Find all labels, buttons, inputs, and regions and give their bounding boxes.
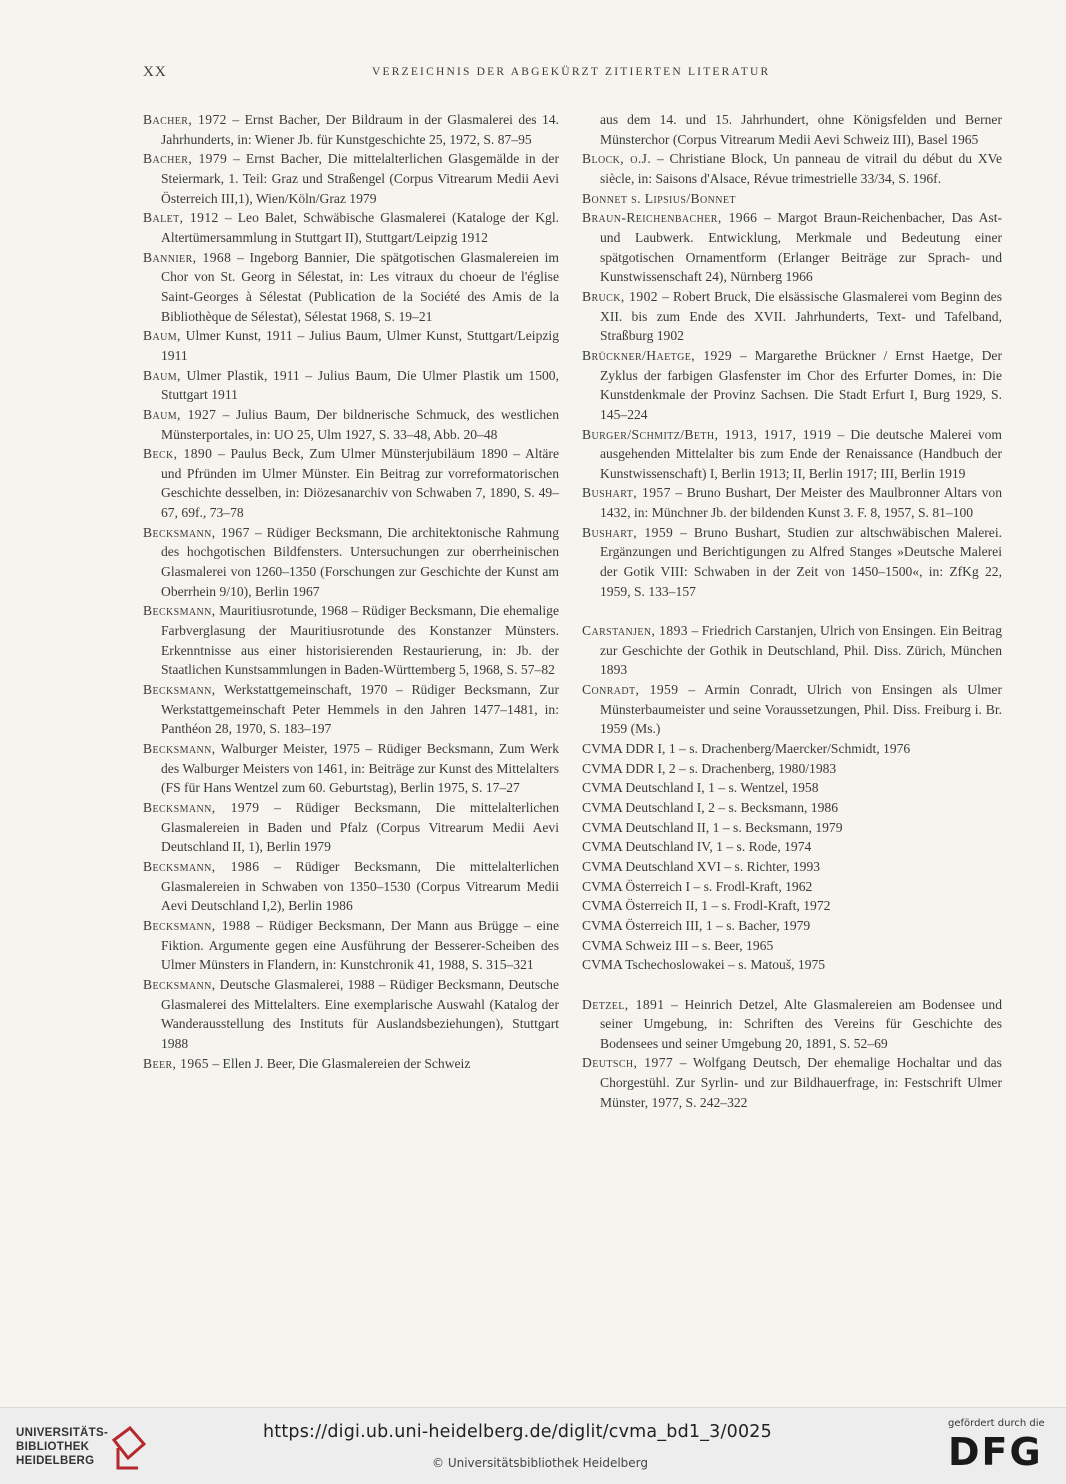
entry-short-title: Becksmann,: [143, 976, 216, 992]
entry-citation: CVMA Deutschland I, 2 – s. Becksmann, 1986: [582, 799, 838, 815]
entry-short-title: Detzel, 1891: [582, 996, 665, 1012]
library-name-line-3: HEIDELBERG: [16, 1455, 95, 1467]
entry-short-title: Braun-Reichenbacher, 1966: [582, 210, 758, 226]
bibliography-left-column: [143, 110, 559, 1073]
entry-short-title: Baum,: [143, 328, 181, 344]
bibliography-entry: [582, 857, 1002, 877]
permalink-url[interactable]: https://digi.ub.uni-heidelberg.de/diglit/cvma_bd1_3/0025: [263, 1422, 772, 1442]
entry-citation: – Ernst Bacher, Die mittelalterlichen Glasgemälde in der Steiermark, 1. Teil: Graz und Straßengel (Corpus Vitrearum Medii Aevi Österreich III,1), Wien/Köln/Graz 1979: [161, 151, 559, 206]
bibliography-entry: [143, 444, 559, 523]
bibliography-entry: [143, 857, 559, 916]
bibliography-right-column: [582, 110, 1002, 1112]
entry-citation: – Margot Braun-Reichenbacher, Das Ast- und Laubwerk. Entwicklung, Merkmale und Bedeutung einer spätgotischen Ornamentform (Erlanger Beiträge zur Sprach- und Kunstwissenschaft 24), Nürnberg 1966: [600, 210, 1002, 285]
entry-short-title: Becksmann,: [143, 603, 216, 619]
bibliography-entry: [582, 759, 1002, 779]
entry-citation: Deutsche Glasmalerei, 1988 – Rüdiger Becksmann, Deutsche Glasmalerei des Mittelalters. Eine exemplarische Auswahl (Katalog der Wanderausstellung des Instituts für Auslandsbeziehungen), Stuttgart 1988: [161, 976, 559, 1051]
entry-short-title: Baum,: [143, 367, 181, 383]
entry-citation: – Rüdiger Becksmann, Die mittelalterlichen Glasmalereien in Baden und Pfalz (Corpus Vitrearum Medii Aevi Deutschland II, 1), Berlin 1979: [161, 799, 560, 855]
entry-short-title: Conradt, 1959: [582, 682, 679, 698]
entry-citation: – Leo Balet, Schwäbische Glasmalerei (Kataloge der Kgl. Altertümersammlung in Stuttgart II), Stuttgart/Leipzig 1912: [161, 210, 559, 245]
entry-short-title: Carstanjen, 1893: [582, 623, 688, 639]
bibliography-entry: [582, 739, 1002, 759]
entry-citation: – Ingeborg Bannier, Die spätgotischen Glasmalereien im Chor von St. Georg in Sélestat, in: Les vitraux du choeur de l'église Saint-Georges à Sélestat (Publication de la Société des Amis de la Bibliothèque de Sélestat), Sélestat 1968, S. 19–21: [161, 249, 559, 324]
entry-citation: CVMA Österreich I – s. Frodl-Kraft, 1962: [582, 878, 813, 894]
entry-citation: CVMA Deutschland II, 1 – s. Becksmann, 1979: [582, 819, 843, 835]
entry-short-title: Baum, 1927: [143, 406, 217, 422]
bibliography-entry: [582, 798, 1002, 818]
bibliography-entry: [582, 916, 1002, 936]
entry-citation: CVMA Schweiz III – s. Beer, 1965: [582, 937, 774, 953]
entry-short-title: Bannier, 1968: [143, 249, 232, 265]
entry-short-title: Bonnet s. Lipsius/Bonnet: [582, 190, 736, 206]
bibliography-entry: [582, 936, 1002, 956]
bibliography-entry: [582, 995, 1002, 1054]
entry-short-title: Deutsch, 1977: [582, 1055, 674, 1071]
bibliography-entry: [582, 287, 1002, 346]
entry-citation: – Ernst Bacher, Der Bildraum in der Glasmalerei des 14. Jahrhunderts, in: Wiener Jb. für Kunstgeschichte 25, 1972, S. 87–95: [161, 112, 560, 147]
copyright-notice: © Universitätsbibliothek Heidelberg: [432, 1456, 649, 1470]
bibliography-entry: [582, 346, 1002, 425]
entry-citation: aus dem 14. und 15. Jahrhundert, ohne Königsfelden und Berner Münsterchor (Corpus Vitrearum Medii Aevi Schweiz III), Basel 1965: [600, 112, 1002, 147]
entry-citation: – Wolfgang Deutsch, Der ehemalige Hochaltar und das Chorgestühl. Zur Syrlin- und zur Bildhauerfrage, in: Festschrift Ulmer Münster, 1977, S. 242–322: [600, 1055, 1002, 1110]
bibliography-entry: [582, 680, 1002, 739]
entry-citation: – Friedrich Carstanjen, Ulrich von Ensingen. Ein Beitrag zur Geschichte der Gothik in Deutschland, Phil. Diss. Zürich, München 1893: [600, 623, 1002, 678]
entry-citation: – Bruno Bushart, Studien zur altschwäbischen Malerei. Ergänzungen und Berichtigungen zu Alfred Stanges »Deutsche Malerei der Gotik VIII: Schwaben in der Zeit von 1450–1500«, in: ZfKg 22, 1959, S. 133–157: [600, 524, 1003, 599]
entry-short-title: Burger/Schmitz/Beth, 1913, 1917, 1919: [582, 426, 832, 442]
bibliography-entry: [143, 110, 559, 149]
entry-short-title: Block, o.J.: [582, 151, 652, 167]
bibliography-entry: [582, 877, 1002, 897]
entry-citation: CVMA DDR I, 1 – s. Drachenberg/Maercker/Schmidt, 1976: [582, 740, 911, 756]
entry-short-title: Bruck, 1902: [582, 288, 658, 304]
entry-citation: – Heinrich Detzel, Alte Glasmalereien am Bodensee und seiner Umgebung, in: Schriften des Vereins für Geschichte des Bodensees und seiner Umgebung 20, 1891, S. 52–69: [600, 996, 1002, 1051]
entry-citation: Ulmer Kunst, 1911 – Julius Baum, Ulmer Kunst, Stuttgart/Leipzig 1911: [161, 328, 559, 363]
entry-citation: – Rüdiger Becksmann, Die mittelalterlichen Glasmalereien in Schwaben von 1350–1530 (Corpus Vitrearum Medii Aevi Deutschland I,2), Berlin 1986: [161, 858, 560, 914]
bibliography-entry: [143, 601, 559, 680]
bibliography-entry: [582, 621, 1002, 680]
bibliography-entry: [582, 818, 1002, 838]
bibliography-entry: [143, 916, 559, 975]
entry-citation: Mauritiusrotunde, 1968 – Rüdiger Becksmann, Die ehemalige Farbverglasung der Mauritiusrotunde des Konstanzer Münsters. Erkenntnisse aus einer historisierenden Restaurierung, in: Jb. der Staatlichen Kunstsammlungen in Baden-Württemberg 5, 1968, S. 57–82: [161, 603, 559, 678]
bibliography-entry: [143, 405, 559, 444]
entry-short-title: Becksmann, 1988: [143, 917, 251, 933]
entry-citation: CVMA Österreich III, 1 – s. Bacher, 1979: [582, 917, 811, 933]
bibliography-entry: [143, 680, 559, 739]
entry-short-title: Bacher, 1979: [143, 151, 228, 167]
bibliography-entry: [582, 208, 1002, 287]
bibliography-entry: [143, 326, 559, 365]
entry-short-title: Bushart, 1957: [582, 485, 671, 501]
bibliography-entry: [143, 208, 559, 247]
bibliography-entry: [582, 523, 1002, 602]
entry-citation: Werkstattgemeinschaft, 1970 – Rüdiger Becksmann, Zur Werkstattgemeinschaft Peter Hemmels in den Jahren 1477–1481, in: Panthéon 28, 1970, S. 183–197: [161, 682, 559, 737]
bibliography-entry: [582, 425, 1002, 484]
bibliography-entry: [143, 248, 559, 327]
library-emblem-icon: [108, 1418, 148, 1474]
entry-citation: – Bruno Bushart, Der Meister des Maulbronner Altars von 1432, in: Münchner Jb. der bildenden Kunst 3. F. 8, 1957, S. 81–100: [600, 485, 1002, 521]
running-head: VERZEICHNIS DER ABGEKÜRZT ZITIERTEN LITERATUR: [372, 66, 771, 78]
bibliography-entry: [582, 837, 1002, 857]
entry-short-title: Becksmann, 1979: [143, 799, 260, 815]
bibliography-entry: [582, 189, 1002, 209]
page-number: XX: [143, 64, 167, 80]
dfg-logo[interactable]: DFG: [948, 1430, 1043, 1474]
entry-citation: – Robert Bruck, Die elsässische Glasmalerei vom Beginn des XII. bis zum Ende des XVII. Jahrhunderts, Text- und Tafelband, Straßburg 1902: [600, 288, 1002, 344]
entry-citation: CVMA Österreich II, 1 – s. Frodl-Kraft, 1972: [582, 898, 831, 914]
entry-short-title: Balet, 1912: [143, 210, 219, 226]
entry-citation: CVMA Tschechoslowakei – s. Matouš, 1975: [582, 957, 826, 973]
viewer-footer: [0, 1407, 1066, 1484]
bibliography-entry: [143, 739, 559, 798]
entry-citation: CVMA Deutschland IV, 1 – s. Rode, 1974: [582, 839, 812, 855]
entry-citation: CVMA Deutschland XVI – s. Richter, 1993: [582, 858, 821, 874]
bibliography-entry: [582, 149, 1002, 188]
entry-citation: – Julius Baum, Der bildnerische Schmuck, des westlichen Münsterportales, in: UO 25, Ulm 1927, S. 33–48, Abb. 20–48: [161, 406, 559, 442]
bibliography-entry: [143, 523, 559, 602]
bibliography-entry: [582, 778, 1002, 798]
entry-short-title: Bushart, 1959: [582, 524, 674, 540]
entry-short-title: Beer, 1965: [143, 1055, 209, 1071]
entry-citation: – Christiane Block, Un panneau de vitrail du début du XVe siècle, in: Saisons d'Alsace, Révue trimestrielle 33/34, S. 196f.: [600, 151, 1002, 186]
bibliography-entry: [143, 1054, 559, 1074]
entry-short-title: Bacher, 1972: [143, 112, 227, 127]
entry-short-title: Brückner/Haetge, 1929: [582, 347, 733, 363]
bibliography-entry: [582, 896, 1002, 916]
entry-short-title: Becksmann, 1967: [143, 524, 250, 540]
entry-citation: – Armin Conradt, Ulrich von Ensingen als Ulmer Münsterbaumeister und seine Voraussetzungen, Phil. Diss. Freiburg i. Br. 1959 (Ms.): [600, 682, 1002, 737]
bibliography-entry: [143, 149, 559, 208]
entry-citation: – Paulus Beck, Zum Ulmer Münsterjubiläum 1890 – Altäre und Pfründen im Ulmer Münster. Ein Beitrag zur vorreformatorischen Geschichte desselben, in: Diözesanarchiv von Schwaben 7, 1890, S. 49–67, 69f., 73–78: [161, 446, 559, 521]
bibliography-entry: [582, 483, 1002, 522]
sponsor-caption: gefördert durch die: [948, 1418, 1045, 1429]
entry-short-title: Becksmann, 1986: [143, 858, 260, 874]
entry-citation: – Rüdiger Becksmann, Der Mann aus Brügge – eine Fiktion. Argumente gegen eine Ausführung der Besserer-Scheiben des Ulmer Münsters in Flandern, in: Kunstchronik 41, 1988, S. 315–321: [161, 917, 560, 973]
entry-citation: Ulmer Plastik, 1911 – Julius Baum, Die Ulmer Plastik um 1500, Stuttgart 1911: [161, 367, 559, 403]
entry-short-title: Becksmann,: [143, 682, 216, 698]
university-library-logo[interactable]: [16, 1418, 156, 1474]
entry-citation: CVMA Deutschland I, 1 – s. Wentzel, 1958: [582, 780, 819, 796]
bibliography-entry: [582, 1053, 1002, 1112]
library-name-line-2: BIBLIOTHEK: [16, 1441, 90, 1453]
library-name: [16, 1426, 108, 1468]
entry-citation: – Die deutsche Malerei vom ausgehenden Mittelalter bis zum Ende der Renaissance (Handbuch der Kunstwissenschaft) I, Berlin 1913; II, Berlin 1917; III, Berlin 1919: [600, 426, 1002, 481]
entry-citation: CVMA DDR I, 2 – s. Drachenberg, 1980/1983: [582, 760, 837, 776]
entry-citation: – Ellen J. Beer, Die Glasmalereien der Schweiz: [208, 1055, 471, 1071]
bibliography-entry: [582, 955, 1002, 975]
library-name-line-1: UNIVERSITÄTS-: [16, 1427, 109, 1439]
entry-short-title: Beck, 1890: [143, 446, 213, 462]
entry-short-title: Becksmann,: [143, 741, 216, 756]
bibliography-entry: [582, 110, 1002, 149]
bibliography-entry: [143, 798, 559, 857]
entry-citation: – Margarethe Brückner / Ernst Haetge, Der Zyklus der farbigen Glasfenster im Chor des Erfurter Domes, in: Die Kunstdenkmale der Provinz Sachsen. Die Stadt Erfurt I, Burg 1929, S. 145–224: [600, 347, 1002, 422]
entry-citation: Walburger Meister, 1975 – Rüdiger Becksmann, Zum Werk des Walburger Meisters von 1461, in: Beiträge zur Kunst des Mittelalters (FS für Hans Wentzel zum 60. Geburtstag), Berlin 1975, S. 17–27: [161, 741, 559, 796]
bibliography-entry: [143, 366, 559, 405]
entry-citation: – Rüdiger Becksmann, Die architektonische Rahmung des hochgotischen Bildfensters. Untersuchungen zur oberrheinischen Glasmalerei von 1260–1350 (Forschungen zur Geschichte der Kunst am Oberrhein 9/10), Berlin 1967: [161, 524, 559, 599]
bibliography-entry: [143, 975, 559, 1054]
